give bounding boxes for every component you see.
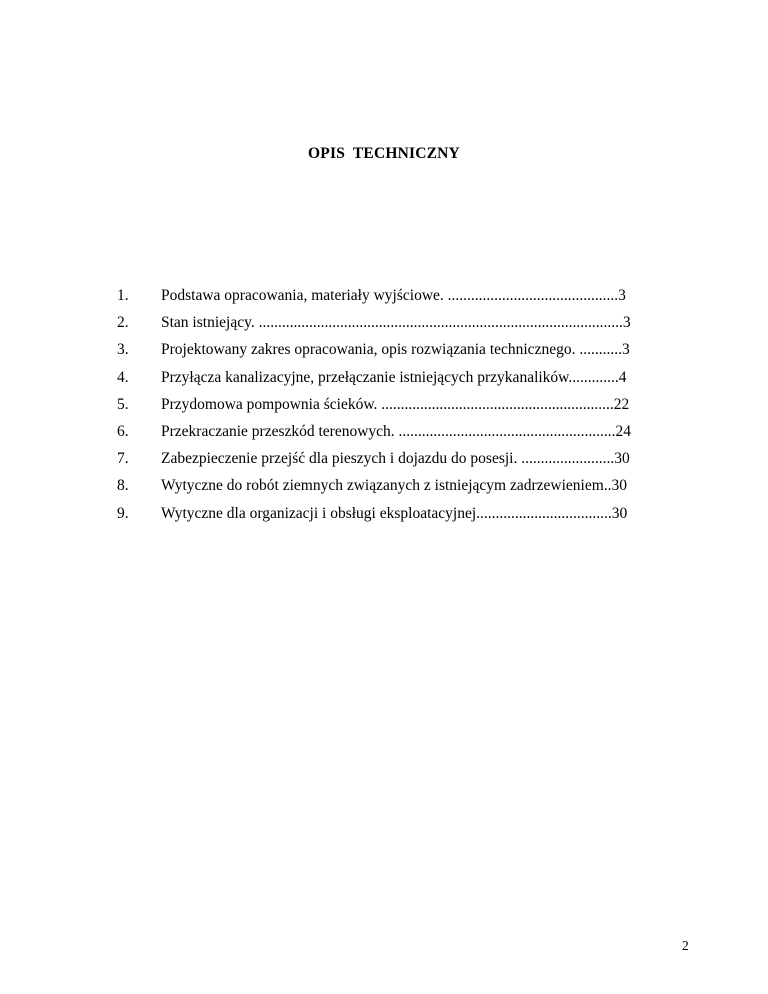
toc-entry-number: 9. bbox=[117, 504, 129, 522]
toc-entry-text: Wytyczne do robót ziemnych związanych z istniejącym zadrzewieniem..30 bbox=[161, 477, 628, 495]
toc-entry-number: 2. bbox=[117, 314, 129, 332]
toc-entry bbox=[117, 500, 710, 527]
toc-entry bbox=[117, 282, 710, 309]
table-of-contents bbox=[117, 282, 710, 527]
toc-entry-text: Podstawa opracowania, materiały wyjściowe. ............................................3 bbox=[161, 287, 626, 304]
toc-entry bbox=[117, 391, 710, 418]
toc-entry bbox=[117, 364, 710, 391]
toc-entry-text: Przydomowa pompownia ścieków. ............................................................22 bbox=[161, 395, 630, 413]
toc-entry bbox=[117, 336, 710, 363]
document-title: OPIS TECHNICZNY bbox=[308, 145, 460, 162]
page-number: 2 bbox=[682, 938, 689, 953]
toc-entry-number: 8. bbox=[117, 477, 129, 495]
toc-entry-number: 5. bbox=[117, 395, 129, 413]
toc-entry-number: 7. bbox=[117, 450, 129, 468]
toc-entry-text: Przekraczanie przeszkód terenowych. ........................................................24 bbox=[161, 422, 632, 440]
toc-entry-text: Przyłącza kanalizacyjne, przełączanie istniejących przykanalików.............4 bbox=[161, 368, 627, 386]
toc-entry bbox=[117, 309, 710, 336]
toc-entry-text: Stan istniejący. ..............................................................................................3 bbox=[161, 314, 631, 332]
toc-entry bbox=[117, 445, 710, 472]
toc-entry bbox=[117, 418, 710, 445]
toc-entry-number: 4. bbox=[117, 368, 129, 386]
toc-entry-number: 1. bbox=[117, 287, 129, 304]
toc-entry bbox=[117, 472, 710, 499]
toc-entry-text: Projektowany zakres opracowania, opis rozwiązania technicznego. ...........3 bbox=[161, 341, 630, 359]
toc-entry-text: Wytyczne dla organizacji i obsługi eksploatacyjnej...................................30 bbox=[161, 504, 628, 522]
toc-entry-number: 3. bbox=[117, 341, 129, 359]
toc-entry-number: 6. bbox=[117, 422, 129, 440]
toc-entry-text: Zabezpieczenie przejść dla pieszych i dojazdu do posesji. ........................30 bbox=[161, 450, 630, 468]
